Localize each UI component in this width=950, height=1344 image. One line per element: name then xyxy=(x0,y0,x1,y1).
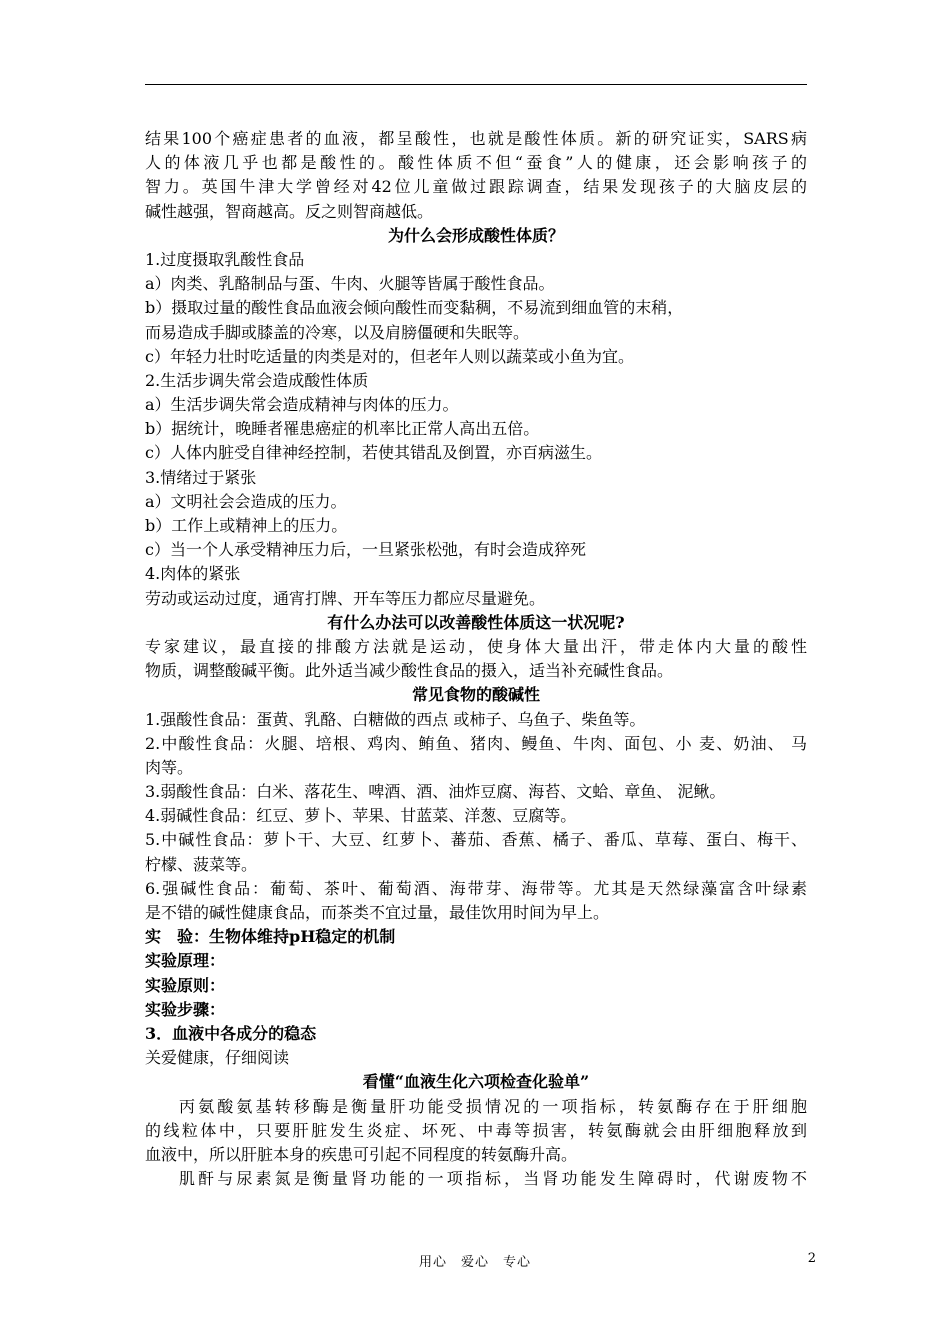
paragraph-line: 劳动或运动过度，通宵打牌、开车等压力都应尽量避免。 xyxy=(145,588,546,608)
experiment-steps: 实验步骤： xyxy=(145,999,226,1019)
experiment-principle: 实验原理： xyxy=(145,951,226,971)
document-body xyxy=(145,127,807,1191)
list-item: b）据统计，晚睡者罹患癌症的机率比正常人高出五倍。 xyxy=(145,419,540,439)
list-item: 2.生活步调失常会造成酸性体质 xyxy=(145,370,369,390)
paragraph-line: 关爱健康，仔细阅读 xyxy=(145,1048,290,1068)
paragraph-line: 专家建议，最直接的排酸方法就是运动，使身体大量出汗，带走体内大量的酸性 xyxy=(145,636,807,656)
list-item: b）工作上或精神上的压力。 xyxy=(145,516,348,535)
list-item: a）生活步调失常会造成精神与肉体的压力。 xyxy=(145,395,459,415)
list-item: 是不错的碱性健康食品，而茶类不宜过量，最佳饮用时间为早上。 xyxy=(145,903,610,922)
paragraph-line: 物质，调整酸碱平衡。此外适当减少酸性食品的摄入，适当补充碱性食品。 xyxy=(145,661,674,681)
section-heading: 看懂“血液生化六项检查化验单” xyxy=(362,1072,590,1092)
list-item: 1.强酸性食品：蛋黄、乳酪、白糖做的西点 或柿子、乌鱼子、柴鱼等。 xyxy=(145,709,646,729)
experiment-rules: 实验原则： xyxy=(145,975,226,995)
section-heading: 为什么会形成酸性体质？ xyxy=(387,225,564,245)
section-heading: 常见食物的酸碱性 xyxy=(411,685,540,705)
section-title: 3．血液中各成分的稳态 xyxy=(145,1023,317,1043)
header-rule xyxy=(145,84,807,85)
list-item: 4.肉体的紧张 xyxy=(145,564,241,584)
list-item: 4.弱碱性食品：红豆、萝卜、苹果、甘蓝菜、洋葱、豆腐等。 xyxy=(145,806,577,826)
paragraph-line: 智力。英国牛津大学曾经对42位儿童做过跟踪调查，结果发现孩子的大脑皮层的 xyxy=(145,177,807,197)
list-item: 肉等。 xyxy=(145,757,194,777)
list-item: b）摄取过量的酸性食品血液会倾向酸性而变黏稠，不易流到细血管的末稍， xyxy=(145,298,684,318)
paragraph-line: 肌酐与尿素氮是衡量肾功能的一项指标，当肾功能发生障碍时，代谢废物不 xyxy=(179,1169,807,1189)
paragraph-line: 血液中，所以肝脏本身的疾患可引起不同程度的转氨酶升高。 xyxy=(145,1144,578,1164)
list-item: c）人体内脏受自律神经控制，若使其错乱及倒置，亦百病滋生。 xyxy=(145,443,602,463)
list-item: 柠檬、菠菜等。 xyxy=(145,854,258,874)
section-heading: 有什么办法可以改善酸性体质这一状况呢? xyxy=(327,612,625,632)
paragraph-line: 的线粒体中，只要肝脏发生炎症、坏死、中毒等损害，转氨酶就会由肝细胞释放到 xyxy=(145,1120,807,1140)
paragraph-line: 结果100个癌症患者的血液，都呈酸性，也就是酸性体质。新的研究证实，SARS病 xyxy=(145,129,807,148)
paragraph-line: 丙氨酸氨基转移酶是衡量肝功能受损情况的一项指标，转氨酶存在于肝细胞 xyxy=(179,1096,807,1116)
list-item: a）文明社会会造成的压力。 xyxy=(145,491,347,511)
footer-text: 用心 爱心 专心 xyxy=(418,1255,531,1270)
experiment-title: 实 验：生物体维持pH稳定的机制 xyxy=(145,927,396,947)
list-item: 6.强碱性食品：葡萄、茶叶、葡萄酒、海带芽、海带等。尤其是天然绿藻富含叶绿素 xyxy=(145,878,807,898)
paragraph-line: 碱性越强，智商越高。反之则智商越低。 xyxy=(145,201,434,221)
list-item: 2.中酸性食品：火腿、培根、鸡肉、鲔鱼、猪肉、鳗鱼、牛肉、面包、小 麦、奶油、 马 xyxy=(145,733,807,753)
list-item: 而易造成手脚或膝盖的冷寒，以及肩膀僵硬和失眠等。 xyxy=(145,322,530,342)
list-item: 1.过度摄取乳酸性食品 xyxy=(145,249,305,269)
page-footer xyxy=(0,1251,950,1271)
page-number: 2 xyxy=(807,1251,816,1266)
paragraph-line: 人的体液几乎也都是酸性的。酸性体质不但“蚕食”人的健康，还会影响孩子的 xyxy=(145,153,807,173)
list-item: 3.弱酸性食品：白米、落花生、啤酒、酒、油炸豆腐、海苔、文蛤、章鱼、 泥鳅。 xyxy=(145,782,726,802)
list-item: c）当一个人承受精神压力后，一旦紧张松弛，有时会造成猝死 xyxy=(145,540,586,560)
list-item: a）肉类、乳酪制品与蛋、牛肉、火腿等皆属于酸性食品。 xyxy=(145,274,555,294)
list-item: c）年轻力壮时吃适量的肉类是对的，但老年人则以蔬菜或小鱼为宜。 xyxy=(145,346,634,366)
list-item: 3.情绪过于紧张 xyxy=(145,467,257,487)
list-item: 5.中碱性食品：萝卜干、大豆、红萝卜、蕃茄、香蕉、橘子、番瓜、草莓、蛋白、梅干、 xyxy=(145,830,807,850)
